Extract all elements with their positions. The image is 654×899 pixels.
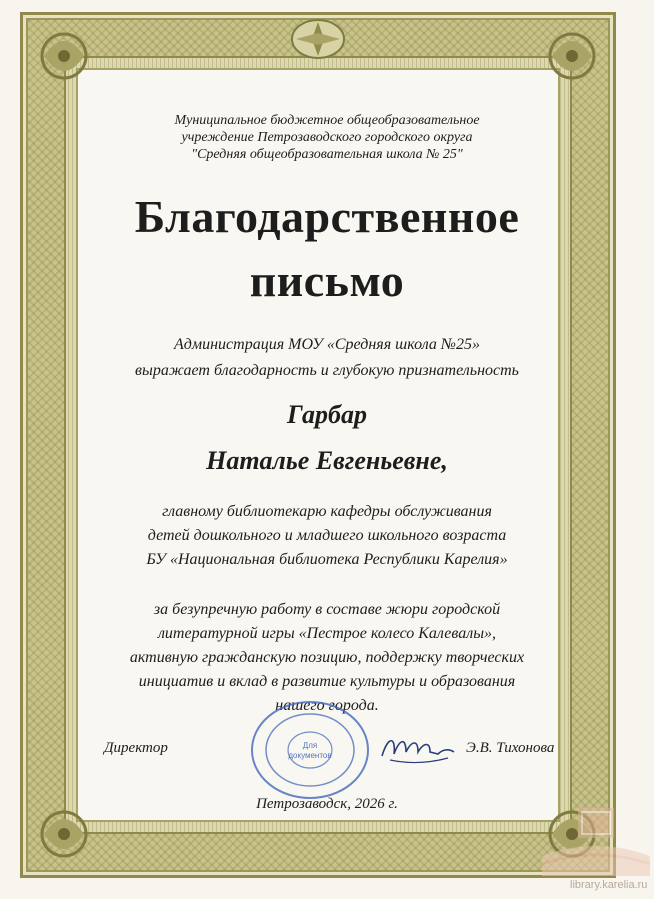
school-name-line-2: учреждение Петрозаводского городского округа xyxy=(181,130,473,145)
position-line-3: БУ «Национальная библиотека Республики Карелия» xyxy=(146,551,508,568)
reason-line-2: литературной игры «Пестрое колесо Калевалы», xyxy=(157,625,497,642)
position-line-1: главному библиотекарю кафедры обслуживания xyxy=(162,503,492,520)
reason-line-1: за безупречную работу в составе жюри городской xyxy=(153,601,501,618)
watermark-url: library.karelia.ru xyxy=(570,879,648,891)
lead-line-2: выражает благодарность и глубокую признательность xyxy=(135,362,519,379)
school-name-line-3: "Средняя общеобразовательная школа № 25" xyxy=(191,147,463,162)
document-title-line-2: письмо xyxy=(249,255,405,306)
reason-line-5: нашего города. xyxy=(275,697,379,714)
document-title-line-1: Благодарственное xyxy=(134,191,520,242)
lead-line-1: Администрация МОУ «Средняя школа №25» xyxy=(174,336,480,353)
place-and-date: Петрозаводск, 2026 г. xyxy=(256,796,398,812)
official-stamp xyxy=(246,696,374,804)
handwritten-signature xyxy=(378,730,458,768)
recipient-given-name: Наталье Евгеньевне, xyxy=(206,446,448,475)
corner-ornament-icon xyxy=(522,26,602,106)
reason-line-3: активную гражданскую позицию, поддержку творческих xyxy=(129,649,525,666)
signatory-name: Э.В. Тихонова xyxy=(466,740,555,756)
corner-ornament-icon xyxy=(34,26,114,106)
signatory-role: Директор xyxy=(104,740,168,756)
stamp-text-2: документов xyxy=(288,751,332,760)
position-line-2: детей дошкольного и младшего школьного возраста xyxy=(147,527,507,544)
school-name-line-1: Муниципальное бюджетное общеобразовательное xyxy=(174,113,480,128)
library-logo-icon xyxy=(542,796,650,876)
recipient-surname: Гарбар xyxy=(286,400,368,429)
top-rosette-icon xyxy=(288,16,348,62)
reason-line-4: инициатив и вклад в развитие культуры и образования xyxy=(138,673,516,690)
stamp-text-1: Для xyxy=(302,741,318,750)
